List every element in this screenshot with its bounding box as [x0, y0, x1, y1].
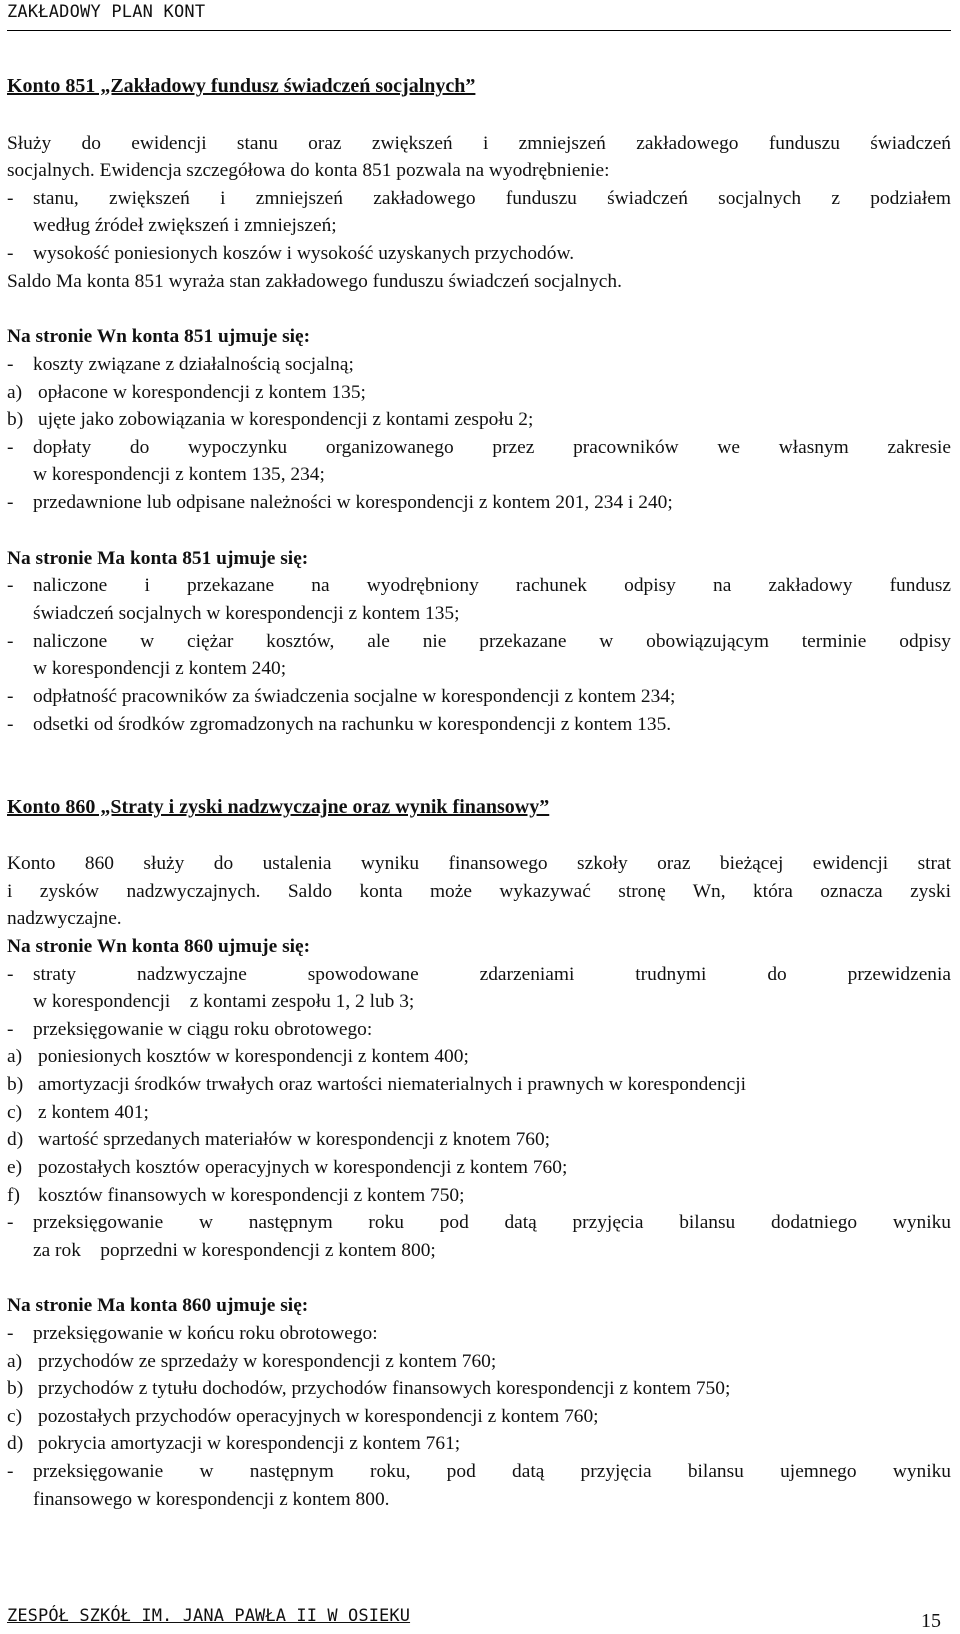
bullet-dash: -	[7, 492, 14, 513]
list-item-text: według źródeł zwiększeń i zmniejszeń;	[33, 215, 337, 236]
paragraph-line: nadzwyczajne.	[7, 908, 122, 929]
bullet-dash: -	[7, 714, 14, 735]
saldo-line: Saldo Ma konta 851 wyraża stan zakładowego funduszu świadczeń socjalnych.	[7, 271, 622, 292]
bullet-dash: -	[7, 243, 14, 264]
footer-school: ZESPÓŁ SZKÓŁ IM. JANA PAWŁA II W OSIEKU	[7, 1606, 411, 1626]
letter-marker: b)	[7, 409, 24, 430]
letter-marker: b)	[7, 1074, 24, 1095]
list-item-text: pokrycia amortyzacji w korespondencji z kontem 761;	[38, 1433, 461, 1454]
list-item-text: przeksięgowanie w następnym roku, pod datą przyjęcia bilansu ujemnego wyniku	[33, 1461, 951, 1482]
list-item-text: finansowego w korespondencji z kontem 800.	[33, 1489, 390, 1510]
bullet-dash: -	[7, 686, 14, 707]
list-item-text: przeksięgowanie w ciągu roku obrotowego:	[33, 1019, 373, 1040]
list-item-text: pozostałych kosztów operacyjnych w korespondencji z kontem 760;	[38, 1157, 568, 1178]
subheading-wn-860: Na stronie Wn konta 860 ujmuje się:	[7, 936, 311, 957]
list-item-text: odpłatność pracowników za świadczenia socjalne w korespondencji z kontem 234;	[33, 686, 676, 707]
bullet-dash: -	[7, 964, 14, 985]
letter-marker: d)	[7, 1433, 24, 1454]
paragraph-line: Konto 860 służy do ustalenia wyniku finansowego szkoły oraz bieżącej ewidencji strat	[7, 853, 951, 874]
list-item-text: wysokość poniesionych koszów i wysokość uzyskanych przychodów.	[33, 243, 575, 264]
letter-marker: f)	[7, 1185, 20, 1206]
list-item-text: w korespondencji z kontami zespołu 1, 2 lub 3;	[33, 991, 415, 1012]
section-title-860: Konto 860 „Straty i zyski nadzwyczajne oraz wynik finansowy”	[7, 796, 550, 818]
section-title-851: Konto 851 „Zakładowy fundusz świadczeń socjalnych”	[7, 75, 476, 97]
bullet-dash: -	[7, 1461, 14, 1482]
letter-marker: c)	[7, 1102, 23, 1123]
list-item-text: przeksięgowanie w następnym roku pod datą przyjęcia bilansu dodatniego wyniku	[33, 1212, 951, 1233]
list-item-text: stanu, zwiększeń i zmniejszeń zakładowego funduszu świadczeń socjalnych z podziałem	[33, 188, 951, 209]
bullet-dash: -	[7, 1212, 14, 1233]
letter-marker: a)	[7, 1046, 23, 1067]
subheading-wn-851: Na stronie Wn konta 851 ujmuje się:	[7, 326, 311, 347]
list-item-text: w korespondencji z kontem 135, 234;	[33, 464, 325, 485]
list-item-text: poniesionych kosztów w korespondencji z kontem 400;	[38, 1046, 469, 1067]
bullet-dash: -	[7, 354, 14, 375]
list-item-text: za rok poprzedni w korespondencji z kontem 800;	[33, 1240, 436, 1261]
paragraph-line: socjalnych. Ewidencja szczegółowa do konta 851 pozwala na wyodrębnienie:	[7, 160, 610, 181]
list-item-text: pozostałych przychodów operacyjnych w korespondencji z kontem 760;	[38, 1406, 599, 1427]
subheading-ma-851: Na stronie Ma konta 851 ujmuje się:	[7, 548, 309, 569]
letter-marker: e)	[7, 1157, 23, 1178]
list-item-text: dopłaty do wypoczynku organizowanego przez pracowników we własnym zakresie	[33, 437, 951, 458]
paragraph-line: Służy do ewidencji stanu oraz zwiększeń i zmniejszeń zakładowego funduszu świadczeń	[7, 133, 951, 154]
list-item-text: straty nadzwyczajne spowodowane zdarzeniami trudnymi do przewidzenia	[33, 964, 951, 985]
subheading-ma-860: Na stronie Ma konta 860 ujmuje się:	[7, 1295, 309, 1316]
list-item-text: świadczeń socjalnych w korespondencji z kontem 135;	[33, 603, 460, 624]
letter-marker: c)	[7, 1406, 23, 1427]
list-item-text: kosztów finansowych w korespondencji z kontem 750;	[38, 1185, 465, 1206]
list-item-text: naliczone w ciężar kosztów, ale nie przekazane w obowiązującym terminie odpisy	[33, 631, 951, 652]
paragraph-line: i zysków nadzwyczajnych. Saldo konta może wykazywać stronę Wn, która oznacza zyski	[7, 881, 951, 902]
bullet-dash: -	[7, 188, 14, 209]
letter-marker: a)	[7, 382, 23, 403]
list-item-text: z kontem 401;	[38, 1102, 149, 1123]
list-item-text: wartość sprzedanych materiałów w korespondencji z knotem 760;	[38, 1129, 551, 1150]
letter-marker: a)	[7, 1351, 23, 1372]
list-item-text: w korespondencji z kontem 240;	[33, 658, 287, 679]
list-item-text: przedawnione lub odpisane należności w korespondencji z kontem 201, 234 i 240;	[33, 492, 673, 513]
letter-marker: b)	[7, 1378, 24, 1399]
list-item-text: odsetki od środków zgromadzonych na rachunku w korespondencji z kontem 135.	[33, 714, 672, 735]
bullet-dash: -	[7, 1019, 14, 1040]
header-title: ZAKŁADOWY PLAN KONT	[7, 2, 206, 22]
page-number: 15	[921, 1610, 941, 1632]
list-item-text: ujęte jako zobowiązania w korespondencji z kontami zespołu 2;	[38, 409, 534, 430]
bullet-dash: -	[7, 1323, 14, 1344]
page-footer	[7, 1606, 951, 1634]
bullet-dash: -	[7, 575, 14, 596]
list-item-text: koszty związane z działalnością socjalną;	[33, 354, 354, 375]
list-item-text: opłacone w korespondencji z kontem 135;	[38, 382, 366, 403]
list-item-text: amortyzacji środków trwałych oraz wartości niematerialnych i prawnych w korespondencji	[38, 1074, 747, 1095]
bullet-dash: -	[7, 631, 14, 652]
letter-marker: d)	[7, 1129, 24, 1150]
page-header	[7, 0, 951, 31]
list-item-text: przychodów z tytułu dochodów, przychodów finansowych korespondencji z kontem 750;	[38, 1378, 731, 1399]
list-item-text: naliczone i przekazane na wyodrębniony rachunek odpisy na zakładowy fundusz	[33, 575, 951, 596]
list-item-text: przeksięgowanie w końcu roku obrotowego:	[33, 1323, 378, 1344]
list-item-text: przychodów ze sprzedaży w korespondencji z kontem 760;	[38, 1351, 497, 1372]
bullet-dash: -	[7, 437, 14, 458]
